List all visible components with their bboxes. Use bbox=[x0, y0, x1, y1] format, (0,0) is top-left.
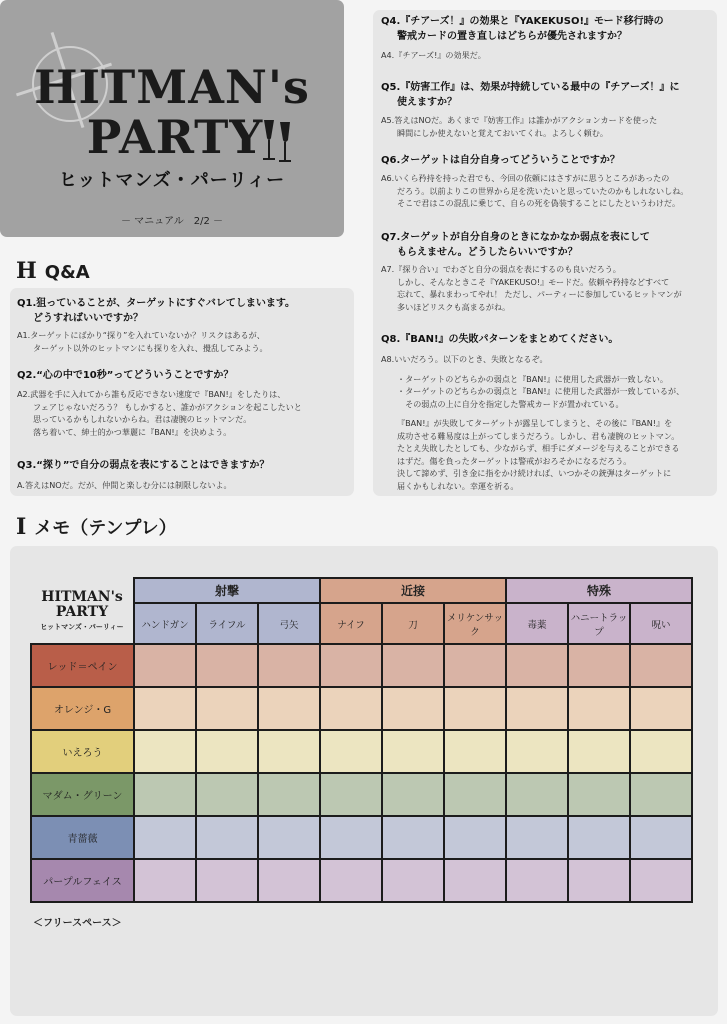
answer-line: A5.答えはNOだ。あくまで『妨害工作』は誰かがアクションカードを使った bbox=[381, 115, 658, 125]
memo-cell[interactable] bbox=[320, 644, 382, 687]
memo-cell[interactable] bbox=[382, 687, 444, 730]
memo-cell[interactable] bbox=[568, 730, 630, 773]
memo-cell[interactable] bbox=[630, 773, 692, 816]
answer-line: A4.『チアーズ!』の効果だ。 bbox=[381, 50, 486, 60]
answer-line: A7.『探り合い』でわざと自分の弱点を表にするのも良いだろう。 bbox=[381, 264, 621, 274]
memo-cell[interactable] bbox=[382, 730, 444, 773]
section-marker: H bbox=[16, 258, 37, 284]
memo-cell[interactable] bbox=[506, 730, 568, 773]
question-line: Q8.『BAN!』の失敗パターンをまとめてください。 bbox=[381, 334, 619, 345]
memo-cell[interactable] bbox=[630, 644, 692, 687]
table-row bbox=[31, 644, 692, 687]
table-weapon-header: ナイフ bbox=[320, 603, 382, 644]
memo-cell[interactable] bbox=[506, 687, 568, 730]
free-space-label: ＜フリースペース＞ bbox=[33, 918, 122, 929]
table-weapon-header: メリケンサック bbox=[444, 603, 506, 644]
memo-cell[interactable] bbox=[444, 687, 506, 730]
memo-cell[interactable] bbox=[568, 687, 630, 730]
answer-line: しかし、そんなときこそ『YAKEKUSO!』モードだ。依頼や矜持などすべて bbox=[397, 276, 670, 287]
logo-line2: PARTY bbox=[86, 110, 264, 164]
qa-question bbox=[17, 458, 269, 473]
memo-cell[interactable] bbox=[320, 730, 382, 773]
memo-cell[interactable] bbox=[134, 730, 196, 773]
table-row bbox=[31, 730, 692, 773]
answer-line: 決して諦めず、引き金に指をかけ続ければ、いつかその銃弾はターゲットに bbox=[397, 468, 672, 478]
table-row-header: パープルフェイス bbox=[31, 859, 134, 902]
answer-line: フェアじゃないだろう？ もしかすると、誰かがアクションを起こしたいと bbox=[33, 401, 302, 412]
answer-line: 思っているかもしれないからね。君は凄腕のヒットマンだ。 bbox=[33, 414, 252, 424]
memo-cell[interactable] bbox=[320, 859, 382, 902]
table-weapon-header: 呪い bbox=[630, 603, 692, 644]
memo-cell[interactable] bbox=[258, 859, 320, 902]
question-line: 使えますか？ bbox=[397, 97, 457, 108]
memo-cell[interactable] bbox=[630, 730, 692, 773]
table-logo-kana: ヒットマンズ・パーリィー bbox=[40, 622, 124, 631]
memo-cell[interactable] bbox=[258, 687, 320, 730]
answer-line: 届くかもしれない。幸運を祈る。 bbox=[397, 480, 519, 491]
table-weapon-header: 刀 bbox=[382, 603, 444, 644]
memo-cell[interactable] bbox=[320, 816, 382, 859]
table-weapon-header: 毒薬 bbox=[506, 603, 568, 644]
answer-line: A8.いいだろう。以下のとき、失敗となるぞ。 bbox=[381, 354, 548, 364]
memo-cell[interactable] bbox=[134, 644, 196, 687]
memo-cell[interactable] bbox=[506, 859, 568, 902]
question-line: Q1.狙っていることが、ターゲットにすぐバレてしまいます。 bbox=[17, 298, 296, 309]
answer-line: そこで君はこの混乱に乗じて、自らの死を偽装することにしたというわけだ。 bbox=[397, 198, 681, 208]
manual-label: － マニュアル 2/2 － bbox=[120, 216, 224, 227]
memo-cell[interactable] bbox=[630, 816, 692, 859]
memo-cell[interactable] bbox=[196, 859, 258, 902]
qa-answer bbox=[17, 329, 268, 354]
table-row bbox=[31, 687, 692, 730]
memo-cell[interactable] bbox=[382, 859, 444, 902]
qa-heading bbox=[16, 258, 90, 284]
answer-line: 『BAN!』が失敗してターゲットが露呈してしまうと、その後に『BAN!』を bbox=[397, 418, 673, 428]
memo-cell[interactable] bbox=[320, 773, 382, 816]
answer-line: A6.いくら矜持を持った君でも、今回の依頼にはさすがに思うところがあったの bbox=[381, 173, 670, 183]
memo-cell[interactable] bbox=[444, 859, 506, 902]
memo-cell[interactable] bbox=[444, 644, 506, 687]
section-title: メモ（テンプレ） bbox=[34, 518, 177, 539]
memo-cell[interactable] bbox=[134, 816, 196, 859]
memo-cell[interactable] bbox=[568, 816, 630, 859]
memo-cell[interactable] bbox=[382, 773, 444, 816]
memo-cell[interactable] bbox=[568, 773, 630, 816]
table-weapon-header: ハニートラップ bbox=[568, 603, 630, 644]
memo-cell[interactable] bbox=[444, 816, 506, 859]
qa-question bbox=[17, 296, 295, 326]
memo-cell[interactable] bbox=[320, 687, 382, 730]
question-line: Q2.“心の中で10秒”ってどういうことですか？ bbox=[17, 370, 234, 381]
qa-answer bbox=[17, 479, 232, 492]
answer-line: たとえ失敗したとしても、少ながらず、相手にダメージを与えることができる bbox=[397, 443, 680, 453]
table-row bbox=[31, 859, 692, 902]
qa-answer bbox=[17, 388, 302, 438]
answer-line: 多いほどリスクも高まるがね。 bbox=[397, 301, 511, 312]
qa-question bbox=[381, 14, 664, 44]
answer-line: 瞬間にしか使えないと覚えておいてくれ。よろしく頼む。 bbox=[397, 127, 608, 138]
answer-bullet: ・ターゲットのどちらかの弱点と『BAN!』に使用した武器が一致しない。 bbox=[397, 373, 668, 384]
question-line: 警戒カードの置き直しはどちらが優先されますか？ bbox=[397, 31, 627, 42]
qa-answer bbox=[381, 49, 486, 62]
logo-line1: HITMAN's bbox=[34, 60, 310, 114]
qa-question bbox=[381, 332, 618, 347]
memo-cell[interactable] bbox=[444, 730, 506, 773]
memo-cell[interactable] bbox=[630, 687, 692, 730]
memo-cell[interactable] bbox=[134, 773, 196, 816]
table-row bbox=[31, 773, 692, 816]
memo-cell[interactable] bbox=[258, 644, 320, 687]
answer-bullet: その弱点の上に自分を指定した警戒カードが置かれている。 bbox=[397, 398, 624, 409]
question-line: どうすればいいですか？ bbox=[33, 313, 143, 324]
table-group-header: 近接 bbox=[320, 578, 506, 603]
question-line: Q4.『チアーズ！』の効果と『YAKEKUSO!』モード移行時の bbox=[381, 16, 664, 27]
memo-cell[interactable] bbox=[134, 687, 196, 730]
table-group-header: 特殊 bbox=[506, 578, 692, 603]
memo-cell[interactable] bbox=[196, 644, 258, 687]
table-weapon-header: ライフル bbox=[196, 603, 258, 644]
memo-table bbox=[30, 577, 693, 903]
qa-question bbox=[17, 368, 233, 383]
answer-line: A2.武器を手に入れてから誰も反応できない速度で『BAN!』をしたりは、 bbox=[17, 389, 286, 399]
table-row-header: レッド＝ペイン bbox=[31, 644, 134, 687]
logo-kana: ヒットマンズ・パーリィー bbox=[58, 170, 286, 191]
table-row-header: 青薔薇 bbox=[31, 816, 134, 859]
memo-cell[interactable] bbox=[568, 859, 630, 902]
question-line: Q6.ターゲットは自分自身ってどういうことですか？ bbox=[381, 155, 620, 166]
memo-cell[interactable] bbox=[630, 859, 692, 902]
question-line: Q7.ターゲットが自分自身のときになかなか弱点を表にして bbox=[381, 232, 650, 243]
answer-line: A1.ターゲットにばかり“探り”を入れていないか？リスクはあるが、 bbox=[17, 330, 265, 340]
table-group-header: 射撃 bbox=[134, 578, 320, 603]
memo-cell[interactable] bbox=[506, 644, 568, 687]
qa-answer bbox=[381, 263, 682, 313]
answer-line: ターゲット以外のヒットマンにも探りを入れ、攪乱してみよう。 bbox=[33, 342, 268, 353]
table-logo-line1: HITMAN's bbox=[41, 588, 123, 605]
memo-cell[interactable] bbox=[196, 730, 258, 773]
section-marker: I bbox=[16, 514, 27, 540]
section-title: Q&A bbox=[44, 262, 90, 283]
answer-line: だろう。以前よりこの世界から足を洗いたいと思っていたのかもしれないしね。 bbox=[397, 185, 689, 196]
memo-cell[interactable] bbox=[568, 644, 630, 687]
qa-question bbox=[381, 230, 650, 260]
table-weapon-header: 弓矢 bbox=[258, 603, 320, 644]
qa-question bbox=[381, 80, 679, 110]
title-card bbox=[0, 0, 344, 237]
answer-line: 落ち着いて、紳士的かつ華麗に『BAN!』を決めよう。 bbox=[33, 426, 232, 437]
table-row-header: マダム・グリーン bbox=[31, 773, 134, 816]
qa-answer bbox=[381, 114, 657, 139]
champagne-glasses-icon bbox=[258, 118, 298, 166]
answer-line: 成功させる難易度は上がってしまうだろう。しかし、君も凄腕のヒットマン。 bbox=[397, 430, 680, 441]
qa-answer bbox=[381, 172, 688, 210]
memo-cell[interactable] bbox=[258, 730, 320, 773]
memo-cell[interactable] bbox=[382, 644, 444, 687]
table-row-header: いえろう bbox=[31, 730, 134, 773]
memo-cell[interactable] bbox=[196, 773, 258, 816]
answer-line: A.答えはNOだ。だが、仲間と楽しむ分には制限しないよ。 bbox=[17, 480, 232, 490]
memo-cell[interactable] bbox=[506, 816, 568, 859]
question-line: Q5.『妨害工作』は、効果が持続している最中の『チアーズ！』に bbox=[381, 82, 680, 93]
memo-cell[interactable] bbox=[134, 859, 196, 902]
memo-cell[interactable] bbox=[196, 687, 258, 730]
table-row bbox=[31, 816, 692, 859]
answer-line: 忘れて、暴れまわってやれ！ ただし、パーティーに参加しているヒットマンが bbox=[397, 289, 682, 299]
qa-question bbox=[381, 153, 620, 168]
memo-cell[interactable] bbox=[258, 773, 320, 816]
memo-cell[interactable] bbox=[258, 816, 320, 859]
table-logo-line2: PARTY bbox=[55, 603, 109, 620]
table-weapon-header: ハンドガン bbox=[134, 603, 196, 644]
table-logo bbox=[31, 578, 134, 644]
answer-line: はずだ。傷を負ったターゲットは警戒がおろそかになるだろう。 bbox=[397, 455, 632, 466]
question-line: Q3.“探り”で自分の弱点を表にすることはできますか？ bbox=[17, 460, 270, 471]
qa-answer bbox=[381, 353, 684, 492]
question-line: もらえません。どうしたらいいですか？ bbox=[397, 247, 578, 258]
table-row-header: オレンジ・G bbox=[31, 687, 134, 730]
memo-heading bbox=[16, 514, 177, 540]
answer-bullet: ・ターゲットのどちらかの弱点と『BAN!』に使用した武器が一致しているが、 bbox=[397, 386, 685, 396]
memo-cell[interactable] bbox=[196, 816, 258, 859]
memo-cell[interactable] bbox=[444, 773, 506, 816]
memo-cell[interactable] bbox=[382, 816, 444, 859]
memo-cell[interactable] bbox=[506, 773, 568, 816]
